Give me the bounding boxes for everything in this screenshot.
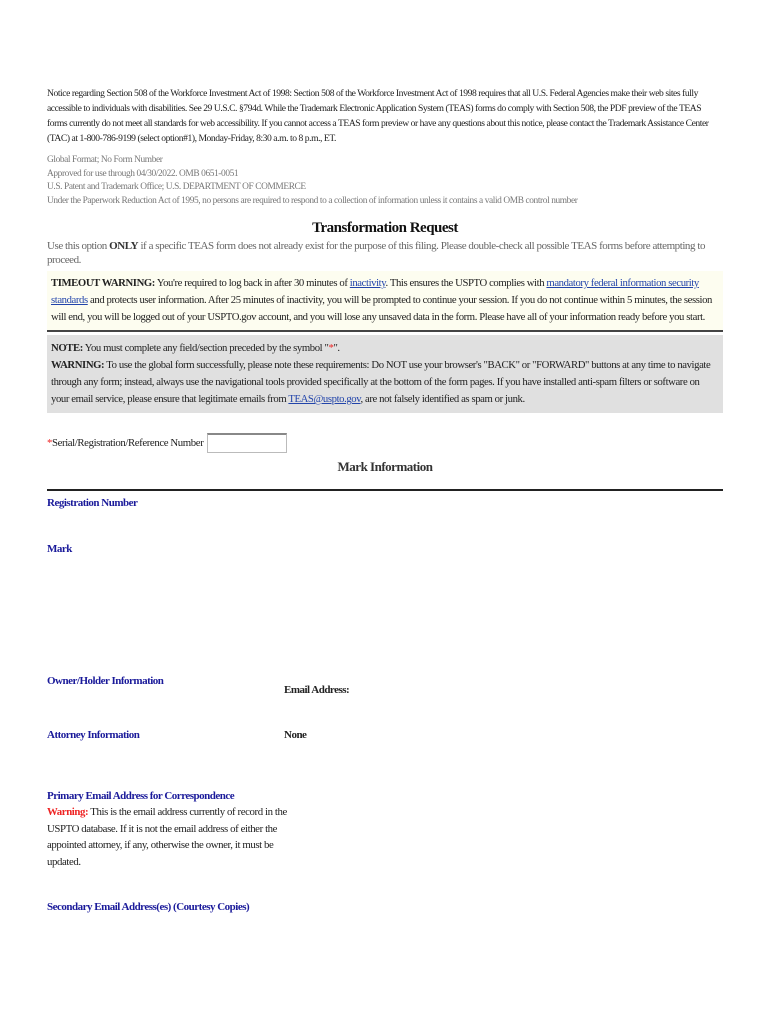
security-standards-link[interactable]: mandatory federal information security standards: [51, 277, 699, 306]
serial-number-input[interactable]: [207, 433, 287, 453]
text: Use this option: [47, 240, 110, 252]
owner-info-label: Owner/Holder Information: [47, 675, 164, 687]
mark-information-heading: Mark Information: [337, 459, 433, 474]
text: , are not falsely identified as spam or junk.: [360, 393, 525, 405]
registration-number-label: Registration Number: [47, 497, 138, 509]
omb-approval: Approved for use through 04/30/2022. OMB 0651-0051: [47, 168, 239, 179]
secondary-email-label: Secondary Email Address(es) (Courtesy Copies): [47, 901, 250, 913]
email-address-label: Email Address:: [284, 684, 350, 696]
text: You're required to log back in after 30 minutes of: [154, 277, 350, 289]
text: if a specific TEAS form does not already exist for the purpose of this filing. Please double-check all possible TEAS forms before attempting to proceed.: [47, 240, 705, 266]
form-format: Global Format; No Form Number: [47, 155, 163, 165]
teas-email-link[interactable]: TEAS@uspto.gov: [288, 393, 361, 405]
agency: U.S. Patent and Trademark Office; U.S. DEPARTMENT OF COMMERCE: [47, 182, 306, 192]
text: You must complete any field/section preceded by the symbol ": [82, 342, 329, 354]
serial-number-label: Serial/Registration/Reference Number: [52, 437, 204, 449]
text: ".: [333, 342, 340, 354]
text: This is the email address currently of record in the USPTO database. If it is not the email address of either the appointed attorney, if any, otherwise the owner, it must be updated.: [47, 806, 287, 868]
warning-label: Warning:: [47, 806, 89, 818]
form-metadata: [47, 154, 723, 208]
timeout-warning-box: [47, 271, 723, 332]
paperwork-notice: Under the Paperwork Reduction Act of 1995, no persons are required to respond to a collection of information unless it contains a valid OMB control number: [47, 195, 578, 206]
primary-email-warning: [47, 804, 287, 870]
text: . This ensures the USPTO complies with: [385, 277, 547, 289]
attorney-info-label: Attorney Information: [47, 729, 140, 741]
section-508-notice: Notice regarding Section 508 of the Workforce Investment Act of 1998: Section 508 of the Workforce Investment Act of 1998 requires that all U.S. Federal Agencies make their web sites fully accessible to individuals with disabilities. See 29 U.S.C. §794d. While the Trademark Electronic Application System (TEAS) forms do comply with Section 508, the PDF preview of the TEAS forms currently do not meet all standards for web accessibility. If you cannot access a TEAS form preview or have any questions about this notice, please contact the Trademark Assistance Center (TAC) at 1-800-786-9199 (select option#1), Monday-Friday, 8:30 a.m. to 8 p.m., ET.: [47, 88, 709, 144]
inactivity-link[interactable]: inactivity: [349, 277, 386, 289]
attorney-value: None: [284, 729, 307, 741]
text: To use the global form successfully, please note these requirements: Do NOT use your browser's "BACK" or "FORWARD" buttons at any time to navigate through any form; instead, always use the navigational tools provided specifically at the bottom of the form pages. If you have installed anti-spam filters or software on your email service, please ensure that legitimate emails from: [51, 359, 711, 405]
note-box: [47, 335, 723, 413]
emphasis: ONLY: [109, 240, 139, 252]
page-title: Transformation Request: [312, 220, 458, 236]
serial-number-row: [47, 433, 723, 453]
note-label: NOTE:: [51, 342, 83, 354]
usage-instruction: [47, 239, 723, 267]
mark-label: Mark: [47, 543, 72, 555]
required-symbol: *: [328, 342, 334, 354]
divider: [47, 489, 723, 491]
primary-email-label: Primary Email Address for Correspondence: [47, 790, 235, 802]
warning-label: WARNING:: [51, 359, 105, 371]
owner-row: [47, 674, 723, 698]
attorney-row: [47, 728, 723, 743]
text: and protects user information. After 25 minutes of inactivity, you will be prompted to continue your session. If you do not continue within 5 minutes, the session will end, you will be logged out of your USPTO.gov account, and you will lose any unsaved data in the form. Please have all of your information ready before you start.: [51, 294, 712, 323]
required-symbol: *: [47, 437, 52, 449]
timeout-label: TIMEOUT WARNING:: [51, 277, 155, 289]
